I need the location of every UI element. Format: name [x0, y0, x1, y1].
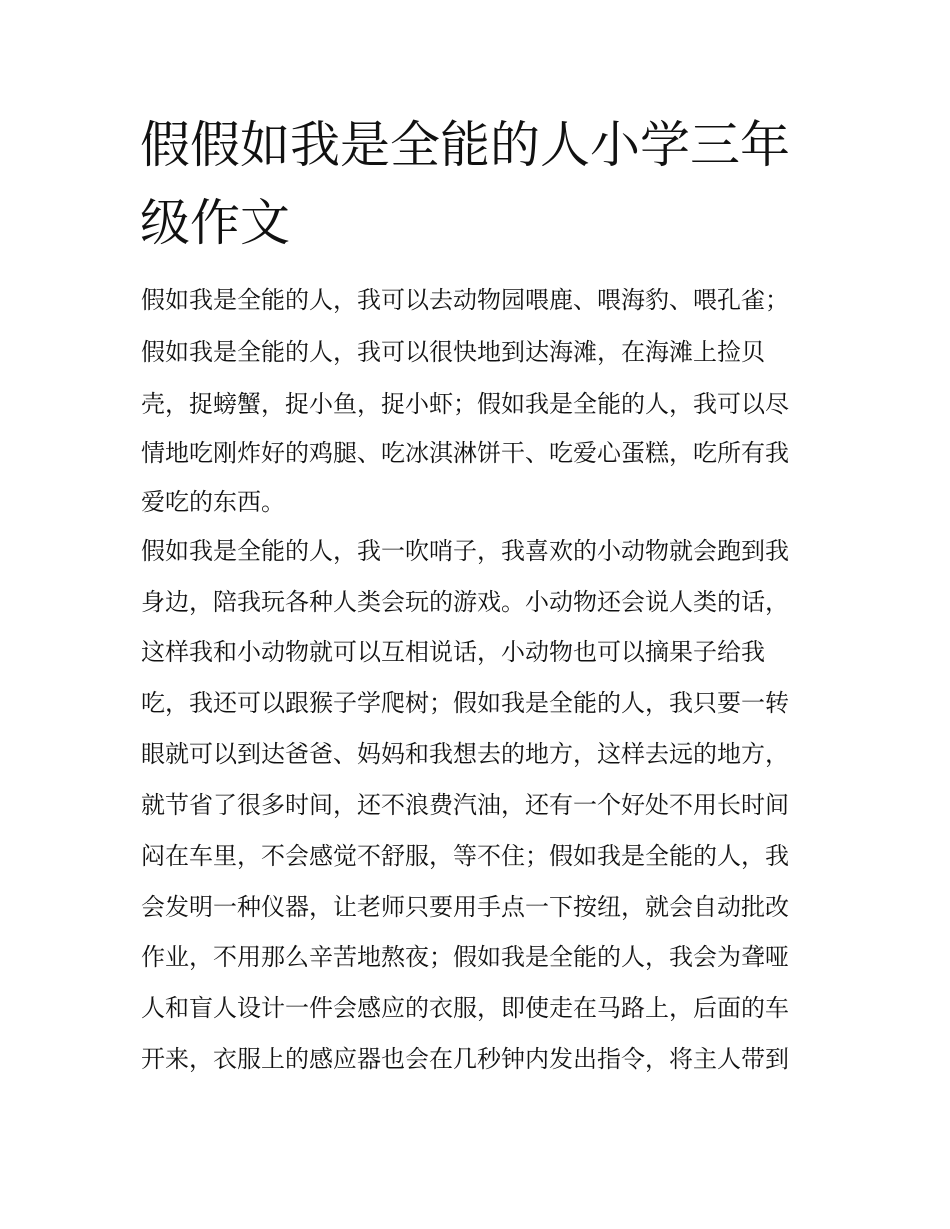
- paragraph-line: 假如我是全能的人，我一吹哨子，我喜欢的小动物就会跑到我: [141, 537, 789, 565]
- document-title-line-2: 级作文: [140, 194, 290, 252]
- paragraph-line: 假如我是全能的人，我可以去动物园喂鹿、喂海豹、喂孔雀；: [141, 286, 789, 314]
- paragraph-line: 壳，捉螃蟹，捉小鱼，捉小虾；假如我是全能的人，我可以尽: [141, 390, 789, 418]
- paragraph-line: 吃，我还可以跟猴子学爬树；假如我是全能的人，我只要一转: [141, 689, 789, 717]
- paragraph-line: 假如我是全能的人，我可以很快地到达海滩，在海滩上捡贝: [141, 338, 765, 366]
- paragraph-line: 作业，不用那么辛苦地熬夜；假如我是全能的人，我会为聋哑: [141, 943, 789, 971]
- document-title-line-1: 假假如我是全能的人小学三年: [140, 116, 790, 174]
- paragraph-line: 眼就可以到达爸爸、妈妈和我想去的地方，这样去远的地方，: [141, 740, 789, 768]
- paragraph-line: 情地吃刚炸好的鸡腿、吃冰淇淋饼干、吃爱心蛋糕，吃所有我: [141, 439, 789, 467]
- paragraph-line: 就节省了很多时间，还不浪费汽油，还有一个好处不用长时间: [141, 791, 789, 819]
- paragraph-line: 这样我和小动物就可以互相说话，小动物也可以摘果子给我: [141, 638, 765, 666]
- paragraph-line: 爱吃的东西。: [141, 488, 285, 516]
- paragraph-line: 会发明一种仪器，让老师只要用手点一下按纽，就会自动批改: [141, 893, 789, 921]
- paragraph-line: 人和盲人设计一件会感应的衣服，即使走在马路上，后面的车: [141, 994, 789, 1022]
- paragraph-line: 闷在车里，不会感觉不舒服，等不住；假如我是全能的人，我: [141, 842, 789, 870]
- paragraph-line: 身边，陪我玩各种人类会玩的游戏。小动物还会说人类的话，: [141, 588, 789, 616]
- paragraph-line: 开来，衣服上的感应器也会在几秒钟内发出指令，将主人带到: [141, 1045, 789, 1073]
